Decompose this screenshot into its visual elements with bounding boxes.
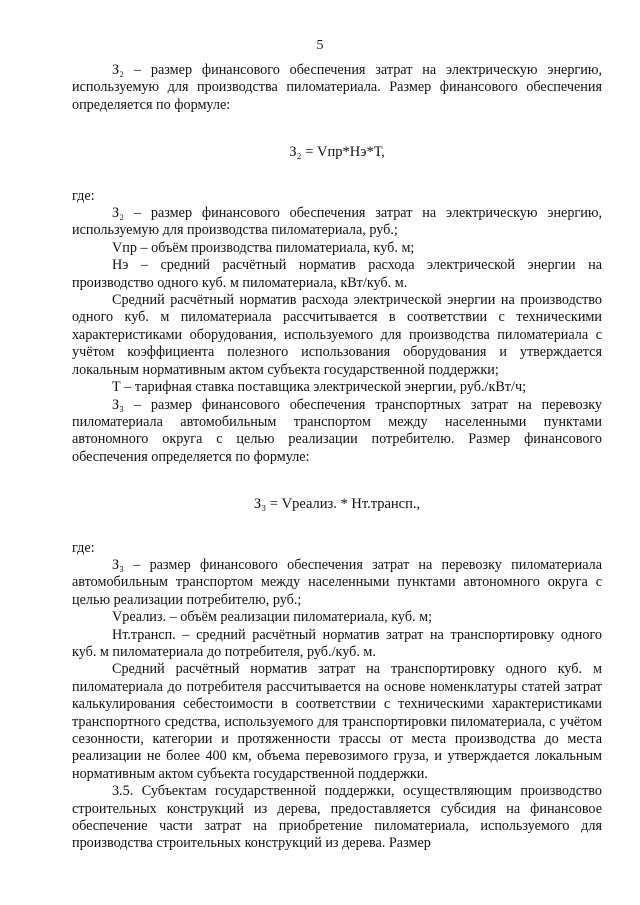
where-label-2: где: bbox=[72, 539, 95, 556]
paragraph-z2-intro: З₂ – размер финансового обеспечения затрат на электрическую энергию, используемую для производства пиломатериала. Размер финансового обеспечения определяется по формуле: bbox=[72, 62, 602, 113]
formula-z2: З₂ = Vпр*Нэ*Т, bbox=[289, 144, 385, 161]
where-label-1: где: bbox=[72, 187, 95, 204]
paragraph-3-5: 3.5. Субъектам государственной поддержки, осуществляющим производство строительных конструкций из дерева, предоставляется субсидия на финансовое обеспечение части затрат на приобретение пиломатериала, используемого для производства строительных конструкций из дерева. Размер bbox=[72, 783, 602, 852]
page-number: 5 bbox=[316, 38, 324, 53]
definition-vrealiz: Vреализ. – объём реализации пиломатериала, куб. м; bbox=[112, 609, 433, 626]
definition-z3: З₃ – размер финансового обеспечения затрат на перевозку пиломатериала автомобильным транспортом между населенными пунктами автономного округа с целью реализации потребителю, руб.; bbox=[72, 556, 602, 608]
document-body bbox=[72, 62, 602, 853]
paragraph-ne-calculation: Средний расчётный норматив расхода электрической энергии на производство одного куб. м пиломатериала рассчитывается в соответствии с техническими характеристиками оборудования, используемого для производства пиломатериала с учётом коэффициента полезного использования оборудования и утверждается локальным нормативным актом субъекта государственной поддержки; bbox=[72, 292, 602, 378]
definition-vpr: Vпр – объём производства пиломатериала, куб. м; bbox=[112, 239, 415, 256]
definition-ne: Нэ – средний расчётный норматив расхода электрической энергии на производство одного куб. м пиломатериала, кВт/куб. м. bbox=[72, 257, 602, 291]
definition-t: Т – тарифная ставка поставщика электрической энергии, руб./кВт/ч; bbox=[112, 379, 527, 396]
definition-nttransp: Нт.трансп. – средний расчётный норматив затрат на транспортировку одного куб. м пиломатериала до потребителя, руб./куб. м. bbox=[72, 626, 602, 660]
paragraph-nttransp-calculation: Средний расчётный норматив затрат на транспортировку одного куб. м пиломатериала до потребителя рассчитывается на основе номенклатуры статей затрат калькулирования себестоимости в соответствии с техническими характеристиками транспортного средства, используемого для транспортировки пиломатериала, с учётом сезонности, категории и протяженности трассы от места производства до места реализации не более 400 км, объема перевозимого груза, и утверждается локальным нормативным актом субъекта государственной поддержки. bbox=[72, 661, 602, 782]
definition-z2: З₂ – размер финансового обеспечения затрат на электрическую энергию, используемую для производства пиломатериала, руб.; bbox=[72, 205, 602, 239]
paragraph-z3-intro: З₃ – размер финансового обеспечения транспортных затрат на перевозку пиломатериала автомобильным транспортом между населенными пунктами автономного округа с целью реализации потребителю. Размер финансового обеспечения определяется по формуле: bbox=[72, 396, 602, 465]
formula-z3: З₃ = Vреализ. * Нт.трансп., bbox=[253, 496, 421, 513]
